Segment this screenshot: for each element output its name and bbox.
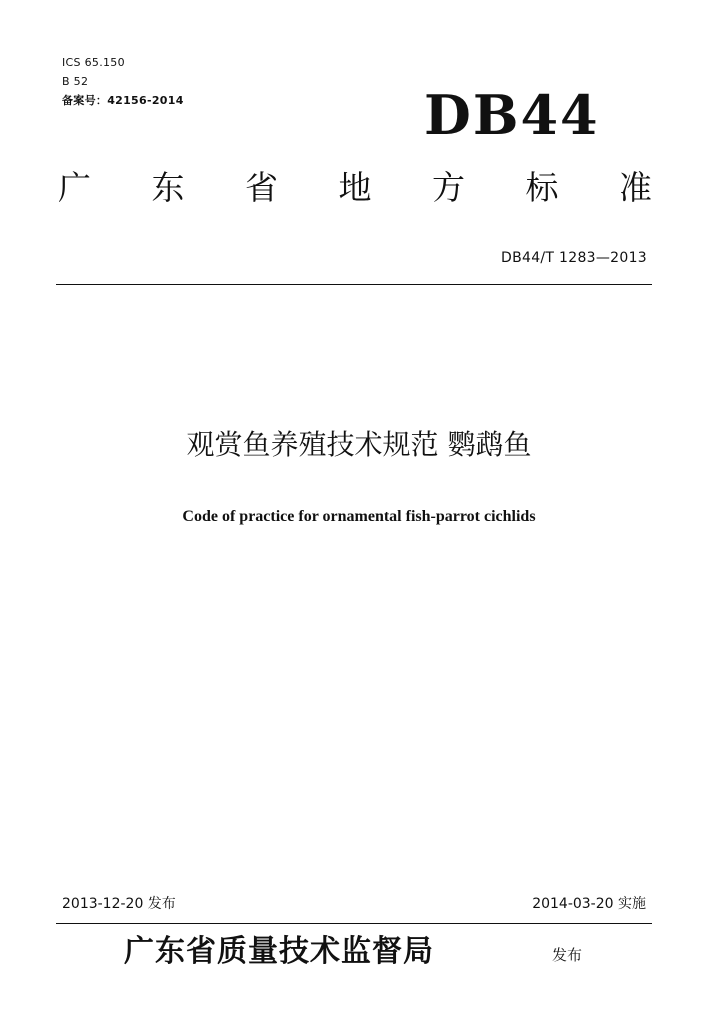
standard-type-char: 省 bbox=[245, 168, 278, 207]
issuing-authority: 广东省质量技术监督局 bbox=[124, 934, 434, 969]
standard-type-char: 广 bbox=[58, 168, 91, 207]
bottom-divider bbox=[56, 923, 652, 924]
standard-type-char: 东 bbox=[151, 168, 185, 207]
standard-type-char: 地 bbox=[338, 168, 372, 207]
issue-date: 2013-12-20 发布 bbox=[62, 896, 176, 912]
issuer-suffix: 发布 bbox=[552, 946, 583, 964]
standard-type-char: 准 bbox=[619, 168, 652, 207]
implementation-date: 2014-03-20 实施 bbox=[532, 896, 646, 912]
standard-code-logo: DB44 bbox=[424, 83, 600, 147]
top-divider bbox=[56, 284, 652, 285]
document-title-english: Code of practice for ornamental fish-parrot cichlids bbox=[182, 508, 536, 525]
document-title-chinese: 观赏鱼养殖技术规范 鹦鹉鱼 bbox=[186, 428, 532, 461]
ics-code: ICS 65.150 bbox=[62, 56, 125, 69]
standard-type-heading bbox=[58, 166, 652, 210]
standard-number: DB44/T 1283—2013 bbox=[501, 250, 647, 266]
standard-type-char: 标 bbox=[525, 168, 559, 207]
record-number: 备案号：42156-2014 bbox=[62, 94, 184, 107]
standard-type-char: 方 bbox=[432, 168, 465, 207]
ccs-code: B 52 bbox=[62, 75, 89, 88]
